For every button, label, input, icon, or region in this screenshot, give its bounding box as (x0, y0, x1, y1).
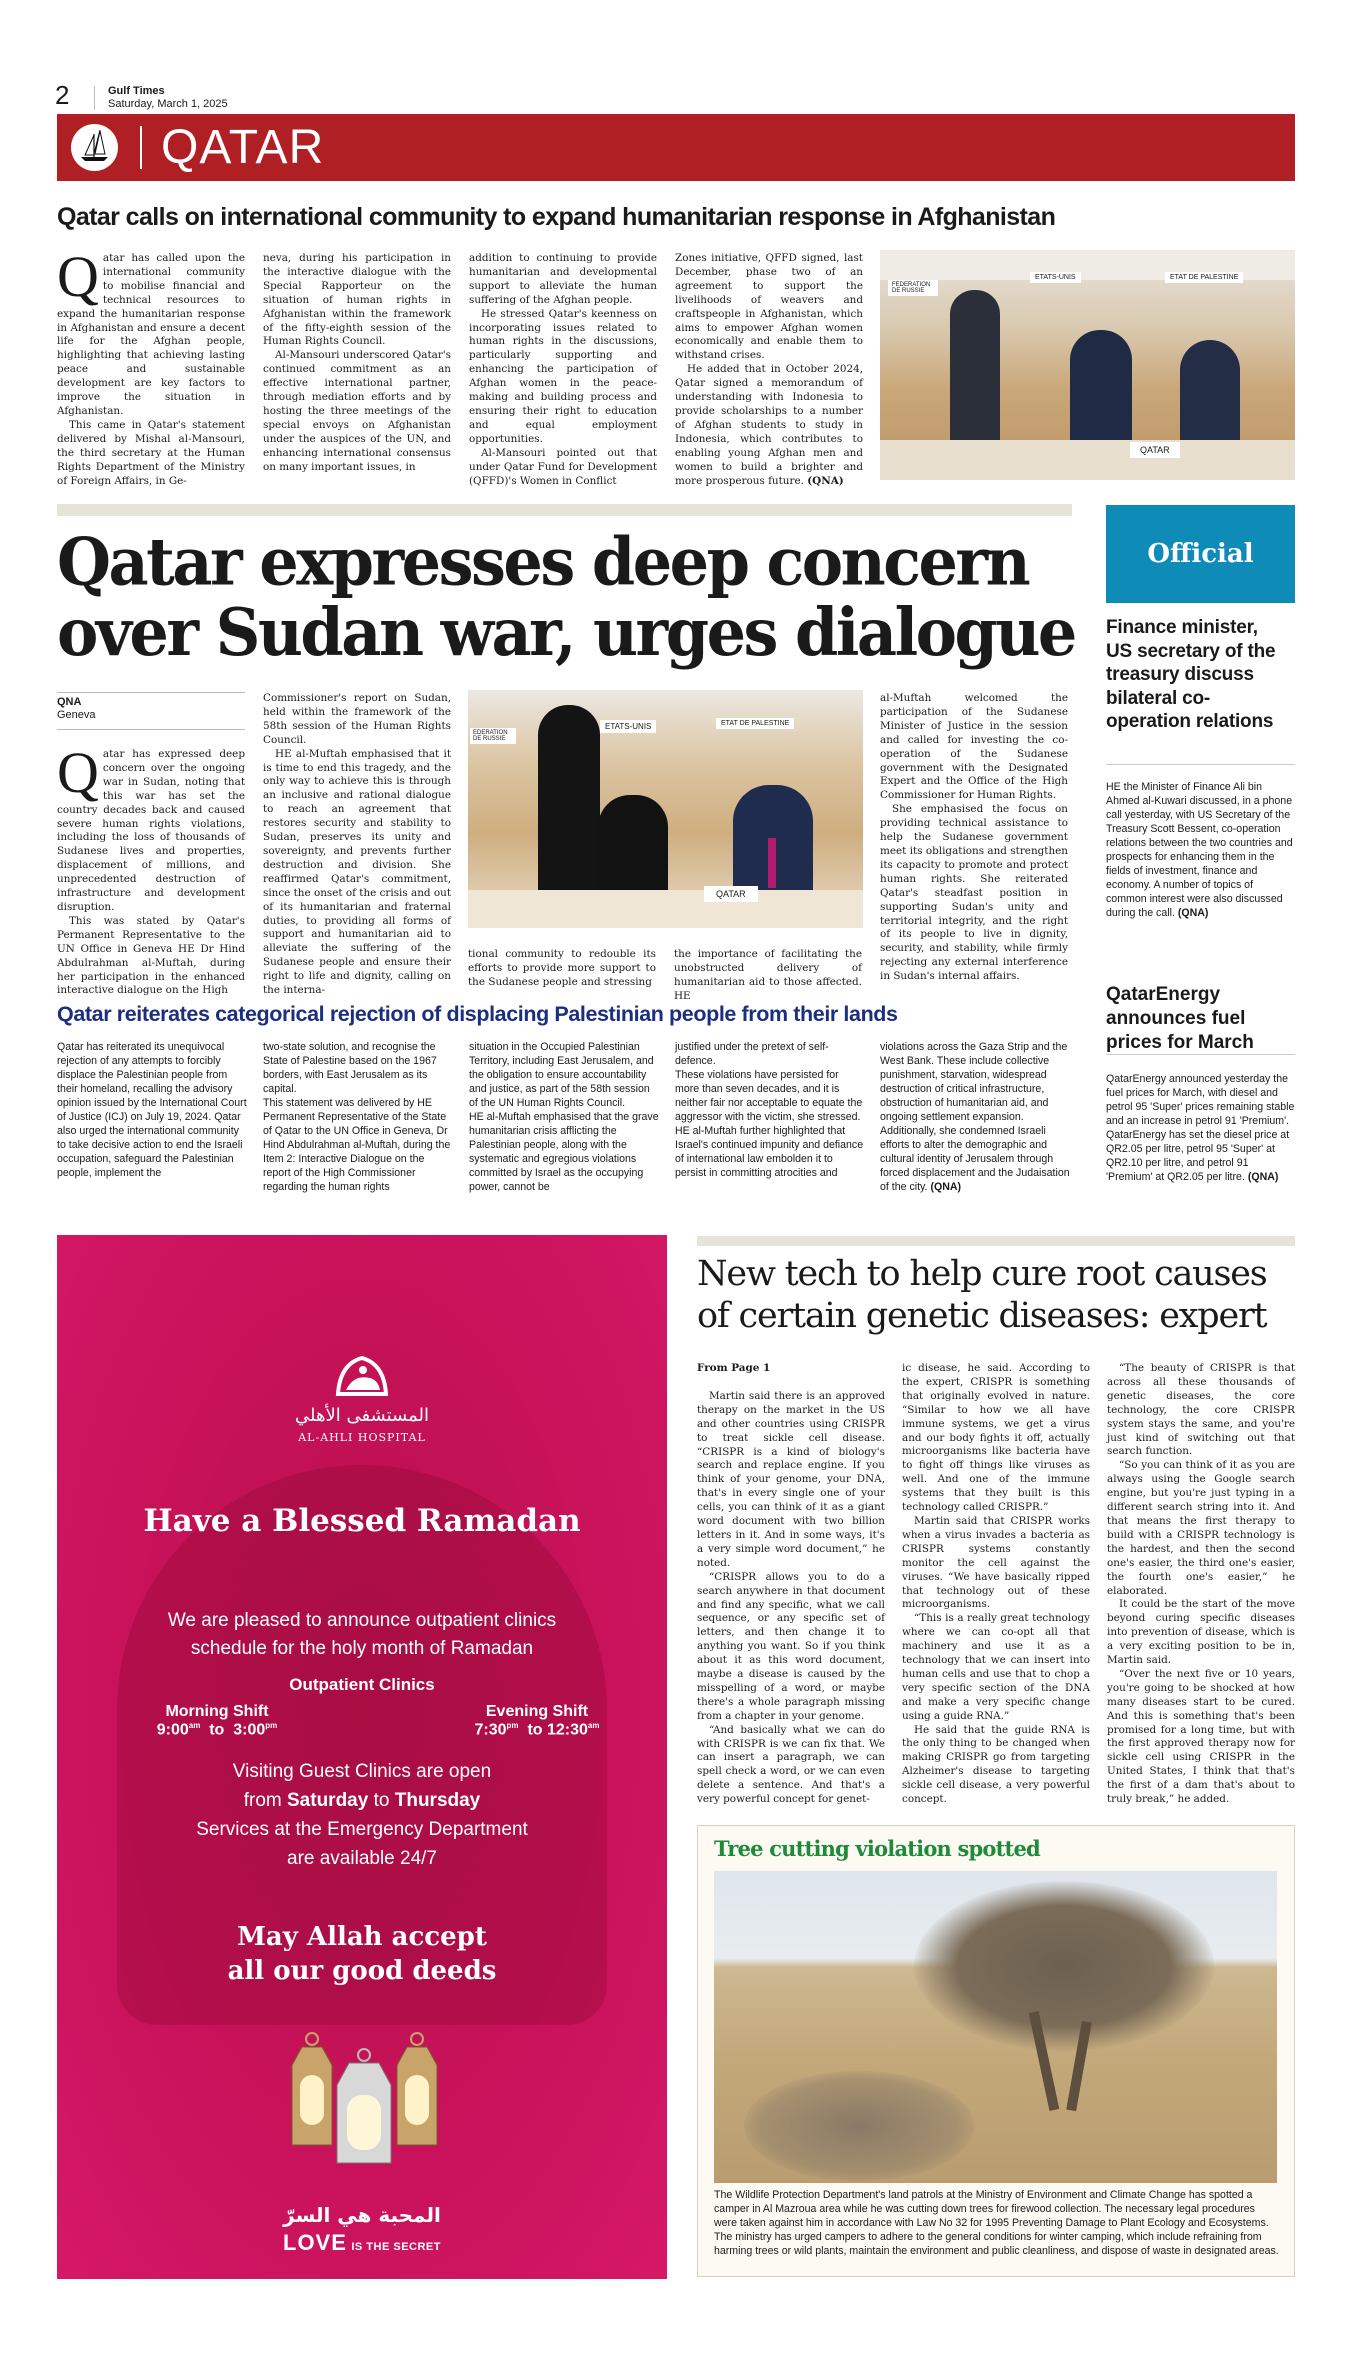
palestine-col-3: situation in the Occupied Palestinian Territory, including East Jerusalem, and the obligation to ensure accountability and justice, as part of the 58th session of the UN Human Rights Council. HE al-Muftah emphasised that the grave humanitarian crisis afflicting the Palestinian people, along with the systematic and egregious violations committed by Israel as the occupying power, cannot be (469, 1041, 659, 1193)
evening-shift: Evening Shift $7:30^{pm}$ to $12:30^{am}$ (474, 1703, 600, 1739)
afghanistan-headline: Qatar calls on international community to expand humanitarian response in Afghanistan (57, 203, 1056, 231)
guest-clinics: Visiting Guest Clinics are open from Saturday to Thursday Services at the Emergency Department are available 24/7 (196, 1761, 528, 1869)
sudan-col-1: Qatar has expressed deep concern over the ongoing war in Sudan, noting that this war has set the country decades back and caused severe human rights violations, including the loss of thousands of Sudanese lives and properties, displacement of millions, and unprecedented destruction of infrastructure and development disruption. This was stated by Qatar's Permanent Representative to the UN Office in Geneva HE Dr Hind Abdulrahman al-Muftah, during her participation in the enhanced interactive dialogue on the High (57, 740, 245, 997)
page-number: 2 (55, 80, 70, 110)
credit: (QNA) (1177, 907, 1209, 919)
tree-caption: The Wildlife Protection Department's land patrols at the Ministry of Environment and Climate Change has spotted a camper in Al Mazroua area while he was cutting down trees for firewood collection. The necessary legal procedures were taken against him in accordance with Law No 32 for 1995 Preventing Damage to Plant Ecology and Ecosystems. The ministry has urged campers to adhere to the general conditions for winter camping, which include refraining from harming trees or wild plants, maintain the environment and public cleanliness, and dispose of waste in designated areas. (714, 2189, 1279, 2257)
paper-name: Gulf Times (108, 85, 165, 97)
issue-date: Saturday, March 1, 2025 (108, 98, 228, 110)
sudan-col-3: tional community to redouble its efforts to provide more support to the Sudanese people and stressing (468, 948, 656, 988)
afghanistan-col-2: neva, during his participation in the interactive dialogue with the Special Rapporteur on the situation of human rights in Afghanistan within the framework of the fifty-eighth session of the Human Rights Council. Al-Mansouri underscored Qatar's continued commitment as an effective international partner, through mediation efforts and by hosting the three meetings of the special envoys on Afghanistan under the auspices of the UN, and enhancing international consensus on many important issues, in (263, 252, 451, 473)
drop-cap: Q (57, 244, 99, 309)
tree-headline: Tree cutting violation spotted (714, 1836, 1040, 1861)
ad-intro: We are pleased to announce outpatient clinics schedule for the holy month of Ramadan (167, 1610, 557, 1659)
fuel-headline: QatarEnergy announces fuel prices for March (1106, 984, 1254, 1053)
placard-palestine: ETAT DE PALESTINE (1165, 272, 1243, 283)
drop-cap: Q (57, 740, 99, 805)
hospital-ad[interactable] (57, 1235, 667, 2279)
rule-bar (697, 1236, 1295, 1246)
banner-divider (140, 126, 142, 169)
hospital-logo-icon (330, 1350, 394, 1402)
byline-agency: QNA (57, 696, 82, 708)
clinics-title: Outpatient Clinics (289, 1675, 435, 1694)
afghanistan-photo[interactable] (880, 250, 1295, 480)
official-label: Official (1147, 539, 1254, 569)
palestine-col-2: two-state solution, and recognise the State of Palestine based on the 1967 borders, with East Jerusalem as its capital. This statement was delivered by HE Permanent Representative of the State of Qatar to the UN Office in Geneva, Dr Hind Abdulrahman al-Muftah, during the Item 2: Interactive Dialogue on the report of the High Commissioner regarding the human rights (263, 1041, 451, 1193)
placard-russia: FEDERATION DE RUSSIE (888, 280, 938, 296)
finance-headline: Finance minister, US secretary of the treasury discuss bilateral co-operation relations (1106, 617, 1276, 732)
official-label-box (1106, 505, 1295, 603)
sudan-photo[interactable] (468, 690, 863, 928)
tree-photo[interactable] (714, 1871, 1277, 2183)
dhow-logo-icon (71, 124, 118, 171)
afghanistan-col-4: Zones initiative, QFFD signed, last December, phase two of an agreement to support the livelihoods of weavers and craftspeople in Afghanistan, which aims to empower Afghan women economically and enable them to withstand crises. He added that in October 2024, Qatar signed a memorandum of understanding with Indonesia to provide scholarships to a number of Afghan students to study in Indonesia, which contributes to enabling young Afghan men and women to build a brighter and more prosperous future. (QNA) (675, 252, 863, 487)
morning-shift: Morning Shift $9:00^{am}$ to $3:00^{pm}$ (156, 1703, 278, 1739)
credit: (QNA) (807, 474, 844, 487)
genetics-col-3: “The beauty of CRISPR is that across all these thousands of genetic diseases, the core technology, the core CRISPR system stays the same, and you're just kind of switching out that search function. “So you can think of it as you are always using the Google search engine, but you're just typing in a different search string into it. And that means the first therapy to build with a CRISPR technology is the hardest, and then the second one's easier, the third one's easier, the fourth one's easier,” he elaborated. It could be the start of the move beyond curing specific diseases into prevention of disease, which is a very exciting position to be in, Martin said. “Over the next five or 10 years, you're going to be shocked at how many diseases start to be cured. And this is something that's been promised for a long time, but with the first approved therapy now for sickle cell using CRISPR in the United States, I think that that's the first of a dam that's about to truly break,” he added. (1107, 1362, 1295, 1806)
section-title: QATAR (161, 121, 325, 174)
palestine-headline: Qatar reiterates categorical rejection of displacing Palestinian people from their lands (57, 1002, 898, 1026)
afghanistan-col-1: Qatar has called upon the international community to mobilise financial and technical resources to expand the humanitarian response in Afghanistan and ensure a decent life for the Afghan people, highlighting that achieving lasting peace and sustainable development are key factors to improve the situation in Afghanistan. This came in Qatar's statement delivered by Mishal al-Mansouri, the third secretary at the Human Rights Department of the Ministry of Foreign Affairs, in Ge- (57, 244, 245, 487)
finance-body: HE the Minister of Finance Ali bin Ahmed al-Kuwari discussed, in a phone call yesterday, with US Secretary of the Treasury Scott Bessent, co-operation relations between the two countries and prospects for enhancing them in the fields of investment, finance and economy. A number of topics of common interest were also discussed during the call. (QNA) (1106, 781, 1293, 919)
jump-line: From Page 1 (697, 1362, 771, 1374)
sudan-headline: Qatar expresses deep concern over Sudan war, urges dialogue (57, 523, 1075, 671)
ad-blessing: May Allah accept all our good deeds (227, 1922, 497, 1986)
sudan-col-5: al-Muftah welcomed the participation of the Sudanese Minister of Justice in the session and called for investing the co-operation of the Sudanese government with the Designated Expert and the Office of the High Commissioner for Human Rights. She emphasised the focus on providing technical assistance to help the Sudanese government meet its obligations and strengthen its capacity to promote and protect human rights. She reiterated Qatar's steadfast position in supporting Sudan's unity and territorial integrity, and the right of its people to live in dignity, security, and stability, while firmly rejecting any external interference in Sudan's internal affairs. (880, 692, 1068, 983)
fuel-body: QatarEnergy announced yesterday the fuel prices for March, with diesel and petrol 95 'Super' prices remaining stable and an increase in petrol 91 'Premium'. QatarEnergy has set the diesel price at QR2.05 per litre, petrol 95 'Super' at QR2.10 per litre, and petrol 91 'Premium' at QR2.05 per litre. (QNA) (1106, 1073, 1295, 1183)
lanterns-icon (282, 2025, 447, 2175)
ad-greeting: Have a Blessed Ramadan (143, 1503, 581, 1539)
hospital-name-english: AL-AHLI HOSPITAL (298, 1431, 426, 1444)
placard-qatar: QATAR (1130, 442, 1180, 458)
hospital-name-arabic: المستشفى الأهلي (295, 1405, 429, 1426)
placard-russia: EDERATION DE RUSSIE (470, 728, 516, 744)
sidebar-rule (1106, 764, 1295, 765)
tree-box (697, 1825, 1295, 2277)
credit: (QNA) (1247, 1171, 1279, 1183)
placard-palestine: ETAT DE PALESTINE (716, 718, 794, 729)
slogan-english: LOVE IS THE SECRET (283, 2230, 441, 2255)
sidebar-rule (1106, 1054, 1295, 1055)
byline-rule-bottom (57, 729, 245, 730)
placard-usa: ETATS-UNIS (600, 720, 656, 733)
palestine-col-4: justified under the pretext of self-defence. These violations have persisted for more than seven decades, and it is neither fair nor acceptable to equate the aggressor with the victim, she stressed. HE al-Muftah further highlighted that Israel's continued impunity and defiance of international law embolden it to persist in committing atrocities and (675, 1041, 864, 1179)
genetics-col-2: ic disease, he said. According to the expert, CRISPR is something that originally evolved in nature. “Similar to how we all have immune systems, we get a virus and our body fights it off, actually microorganisms like bacteria have to fight off things like viruses as well. And one of the immune systems that they built is this technology called CRISPR.” Martin said that CRISPR works when a virus invades a bacteria as CRISPR systems constantly monitor the cell against the viruses. “We have basically ripped that technology out of these microorganisms. “This is a really great technology where we can co-opt all that machinery and use it as a technology that we can insert into human cells and use that to chop a very specific section of the DNA and make a very specific change using a guide RNA.” He said that the guide RNA is the only thing to be changed when making CRISPR go from targeting Alzheimer's disease to targeting sickle cell disease, a very powerful concept. (902, 1362, 1090, 1806)
sudan-col-2: Commissioner's report on Sudan, held within the framework of the 58th session of the Human Rights Council. HE al-Muftah emphasised that it is time to end this tragedy, and the only way to achieve this is through an inclusive and rational dialogue to reach an agreement that restores security and stability to Sudan, preserves its unity and sovereignty, and prevents further destruction and division. She reaffirmed Qatar's commitment, since the onset of the crisis and out of its humanitarian and fraternal duties, to providing all forms of support and humanitarian aid to alleviate the suffering of the Sudanese people and ensure their right to life and dignity, calling on the interna- (263, 692, 451, 997)
byline-place: Geneva (57, 709, 96, 721)
credit: (QNA) (930, 1181, 962, 1193)
genetics-headline: New tech to help cure root causes of certain genetic diseases: expert (697, 1254, 1267, 1336)
sudan-col-4: the importance of facilitating the unobstructed delivery of humanitarian aid to those affected. HE (674, 948, 862, 1002)
byline-rule-top (57, 692, 245, 693)
palestine-col-5: violations across the Gaza Strip and the West Bank. These include collective punishment, starvation, widespread destruction of critical infrastructure, obstruction of humanitarian aid, and ongoing settlement expansion. Additionally, she condemned Israeli efforts to alter the demographic and cultural identity of Jerusalem through forced displacement and the Judaisation of the city. (QNA) (880, 1041, 1070, 1193)
palestine-col-1: Qatar has reiterated its unequivocal rejection of any attempts to forcibly displace the Palestinian people from their homeland, recalling the advisory opinion issued by the International Court of Justice (ICJ) on July 19, 2024. Qatar also urged the international community to take decisive action to end the Israeli occupation, safeguard the Palestinian people, implement the (57, 1041, 247, 1179)
masthead-divider (94, 86, 95, 110)
afghanistan-col-3: addition to continuing to provide humanitarian and developmental support to alleviate the human suffering of the Afghan people. He stressed Qatar's keenness on incorporating issues related to human rights in the discussions, particularly supporting and enhancing the participation of Afghan women in the peace-making and building process and ensuring their right to education and equal employment opportunities. Al-Mansouri pointed out that under Qatar Fund for Development (QFFD)'s Women in Conflict (469, 252, 657, 487)
rule-bar (57, 504, 1072, 516)
section-banner (57, 114, 1295, 181)
placard-usa: ETATS-UNIS (1030, 272, 1081, 283)
slogan-arabic: المحبة هي السرّ (283, 2203, 441, 2227)
placard-qatar: QATAR (704, 886, 758, 902)
genetics-col-1: From Page 1 Martin said there is an approved therapy on the market in the US and other countries using CRISPR to treat sickle cell disease. “CRISPR is a kind of biology's search and replace engine. If you think of your genome, your DNA, that's in every single one of your cells, you can think of it as a giant word document with two billion letters in it. And in some ways, it's a very simple word document,” he noted. “CRISPR allows you to do a search anywhere in that document and find any specific, what we call sequence, or any specific set of letters, and then change it to anything you want. So if you think about it as this word document, maybe a disease is caused by the misspelling of a word, or maybe there's a whole paragraph missing from a chapter in your genome. “And basically what we can do with CRISPR is we can fix that. We can insert a paragraph, we can spell check a word, or we can even delete a sentence. And that's a very powerful concept for genet- (697, 1362, 885, 1806)
